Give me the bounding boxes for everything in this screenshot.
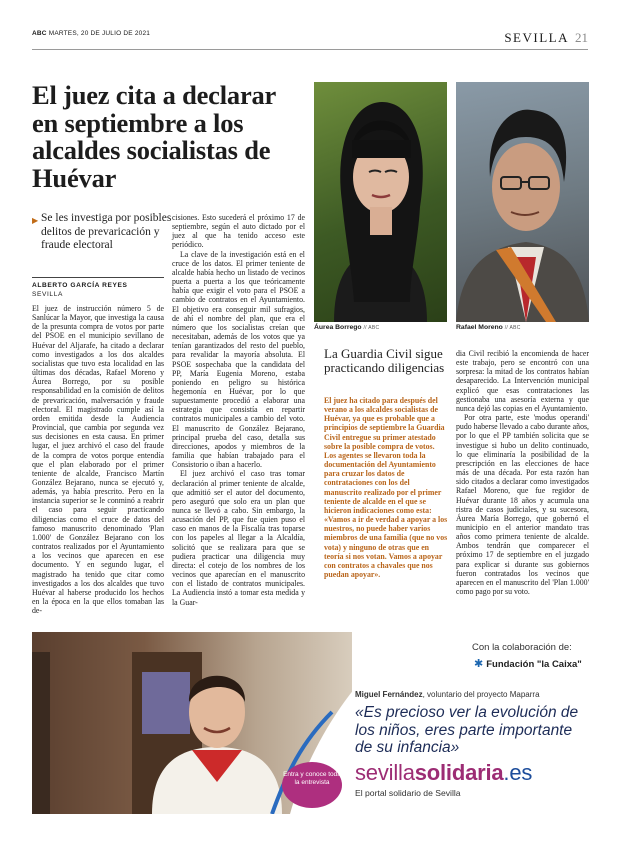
paragraph: La clave de la investigación está en el cruce de los datos. El primer teniente de alcalde había hecho un listado de vecinos puerta a puerta a los que teóricamente había que exigir el voto para el PSOE a cambio de contratos en el Ayuntamiento. El objetivo era conseguir mil sufragios, de ahí el nombre del plan, que era el número que los socialistas creían que necesitaban, además de los votos que ya tenían garantizados del resto del pueblo, para revalidar la mayoría absoluta. El PSOE sospechaba que la candidata del PP, María Eugenia Moreno, estaba poniendo en peligro su histórica hegemonía en Huévar, por lo que supuestamente procedió a elaborar una estrategia que consistía en repartir contratos municipales a cambio del voto. El manuscrito de González Bejarano, principal prueba del caso, detalla sus direcciones, apodos y miembros de la familia que habían trabajado para el Consistorio o iban a hacerlo. bbox=[172, 249, 305, 470]
ad-foundation-logo bbox=[474, 657, 582, 670]
brand-part: solidaria bbox=[414, 760, 504, 785]
page-header-left bbox=[32, 30, 150, 37]
triangle-bullet-icon: ▶ bbox=[32, 216, 39, 225]
body-column-1: El juez de instrucción número 5 de Sanlúcar la Mayor, que investiga la causa de la presunta compra de votos por parte del PSOE en el municipio sevillano de Huévar del Aljarafe, ha citado a declarar como investigados a los dos alcaldes socialistas que tuvo esta localidad en las últimas dos décadas, Rafael Moreno y Áurea Borrego, por su posible responsabilidad en la comisión de delitos de prevaricación, malversación y fraude electoral. El magistrado cumple así la orden emitida desde la Audiencia Provincial, que cambia por segunda vez sus decisiones en esta causa. En primer lugar, el juez archivó el caso del fraude de la compra de votos porque entendía que el plan elaborado por el primer teniente de alcalde, Francisco Martín González Bejarano, nunca se ejecutó y, además, ya había prescrito. Pero en la instancia superior se le conminó a reabrir el caso para seguir practicando diligencias como el cruce de datos del famoso manuscrito denominado 'Plan 1.000' de González Bejarano con los contratos realizados por el Ayuntamiento a los vecinos que aparecen en ese documento. Y en segundo lugar, el magistrado ha tenido que citar como investigados a los dos alcaldes que tuvo Huévar al haberse producido los hechos en la época en la que ellos tomaban las de- bbox=[32, 304, 164, 616]
paragraph: El juez archivó el caso tras tomar declaración al primer teniente de alcalde, que admitió ser el autor del documento, pero aseguró que solo era un plan que nunca se llevó a cabo. Sin embargo, la acusación del PP, que fue quien puso el caso en manos de la Fiscalía tras toparse con los papeles al llegar a la Alcaldía, solicitó que se realizara para que se pudiera practicar una diligencia muy directa: el cotejo de los nombres de los vecinos que aparecían en el manuscrito con el listado de contratos municipales. La Audiencia instó a tomar esta medida y la Guar- bbox=[172, 469, 305, 607]
headline: El juez cita a declarar en septiembre a los alcaldes socialistas de Huévar bbox=[32, 80, 276, 193]
subhead bbox=[32, 212, 172, 253]
page-number: 21 bbox=[575, 30, 588, 45]
bubble-text: Entra y conoce toda la entrevista bbox=[283, 771, 341, 786]
header-date: MARTES, 20 DE JULIO DE 2021 bbox=[48, 30, 151, 37]
caption-name: Rafael Moreno bbox=[456, 324, 503, 331]
star-logo-icon: ✱ bbox=[474, 658, 484, 670]
photo-rafael-moreno bbox=[456, 82, 589, 322]
caption-name: Áurea Borrego bbox=[314, 324, 362, 331]
byline-divider bbox=[32, 277, 164, 278]
sidebar-body: El juez ha citado para después del verano a los alcaldes socialistas de Huévar, ya que es probable que a principios de septiembre la Guardia Civil entregue su primer atestado sobre la posible compra de votos. Los agentes se llevaron toda la documentación del Ayuntamiento para cruzar los datos de contrataciones con los del manuscrito realizado por el primer teniente de alcalde en el que se hicieron indicaciones como esta: «Vamos a ir de verdad a apoyar a los nuestros, no puede haber varios miembros de una familia (que no vos vota) y ninguno de otras que en teoría si nos votan. Vamos a apoyar con contratos a chavales que nos puedan apoyar». bbox=[324, 396, 448, 579]
ad-brand-link[interactable] bbox=[355, 760, 532, 786]
caption-credit: // ABC bbox=[363, 325, 380, 331]
caption-credit: // ABC bbox=[504, 325, 521, 331]
section-name: SEVILLA bbox=[504, 30, 569, 45]
subhead-text: Se les investiga por posibles delitos de prevaricación y fraude electoral bbox=[41, 212, 172, 251]
portrait-man-image bbox=[456, 82, 589, 322]
ad-quote: «Es precioso ver la evolución de los niños, eres parte importante de su infancia» bbox=[355, 704, 579, 756]
byline-author: ALBERTO GARCÍA REYES bbox=[32, 282, 128, 289]
body-column-2 bbox=[172, 213, 305, 607]
ad-portal-tagline: El portal solidario de Sevilla bbox=[355, 788, 461, 798]
sidebar-title: La Guardia Civil sigue practicando diligencias bbox=[324, 346, 445, 375]
brand-part: .es bbox=[503, 760, 533, 785]
photo-caption bbox=[314, 324, 379, 331]
foundation-name: Fundación "la Caixa" bbox=[486, 659, 582, 670]
advertisement-banner[interactable] bbox=[32, 632, 589, 814]
interview-bubble-button[interactable] bbox=[282, 762, 342, 808]
ad-person-name: Miguel Fernández bbox=[355, 690, 423, 699]
photo-caption bbox=[456, 324, 521, 331]
body-column-3 bbox=[456, 349, 589, 596]
paragraph: Por otra parte, este 'modus operandi' pudo haberse llevado a cabo durante años, por lo que el PP también solicita que se investigue si hubo un delito continuado, lo que eliminaría la posibilidad de la prescripción en las elecciones de hace más de una década. Por esta razón han sido citados a declarar como investigados Rafael Moreno, que fue regidor de Huévar durante 18 años y acumula una ristra de casos judiciales, y su sucesora, Áurea María Borrego, que gobernó el municipio en el anterior mandato tras años como primera teniente de alcalde. Ambos tendrán que comparecer el próximo 17 de septiembre en el juzgado para explicar si durante sus gobiernos fueron contratados los vecinos que aparecen en el manuscrito del 'Plan 1.000' como pago por su voto. bbox=[456, 413, 589, 597]
brand-part: sevilla bbox=[355, 760, 415, 785]
ad-collab-label: Con la colaboración de: bbox=[472, 642, 572, 653]
ad-person bbox=[355, 690, 540, 699]
portrait-woman-image bbox=[314, 82, 447, 322]
byline-place: SEVILLA bbox=[32, 291, 63, 298]
paragraph: dia Civil recibió la encomienda de hacer este trabajo, pero se encontró con una sorpresa: la mitad de los contratos habían desaparecido. La Intervención municipal explicó que esas contrataciones las gestionaba una asesoría externa y que nunca dejó las copias en el Ayuntamiento. bbox=[456, 349, 589, 413]
page-header-right bbox=[504, 30, 588, 46]
paragraph: cisiones. Esto sucederá el próximo 17 de septiembre, según el auto dictado por el juez al que ha tenido acceso este periódico. bbox=[172, 213, 305, 250]
header-divider bbox=[32, 49, 588, 50]
header-brand: ABC bbox=[32, 30, 47, 37]
ad-person-role: , voluntario del proyecto Maparra bbox=[422, 690, 540, 699]
photo-aurea-borrego bbox=[314, 82, 447, 322]
